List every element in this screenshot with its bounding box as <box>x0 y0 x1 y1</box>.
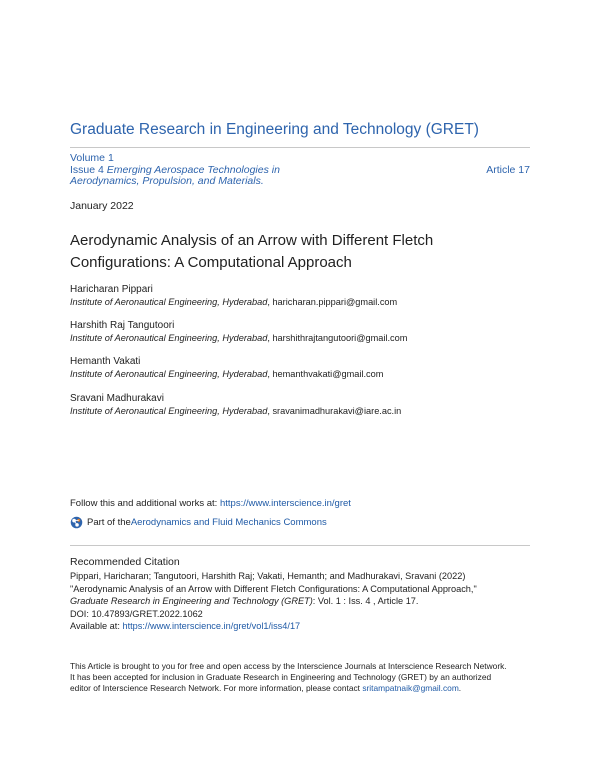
access-notice: This Article is brought to you for free and open access by the Interscience Journals at Interscience Research Network. It has been accepted for inclusion in Graduate Research in Engineering and Technology (GRET) by an authorized editor of Interscience Research Network. For more information, please contact sritampatnaik@gmail.com. <box>70 661 507 694</box>
author-name: Sravani Madhurakavi <box>70 393 164 404</box>
header-divider <box>70 147 530 148</box>
follow-text: Follow this and additional works at: <box>70 498 220 509</box>
author-entry <box>70 355 383 381</box>
author-email[interactable]: harshithrajtangutoori@gmail.com <box>272 333 408 343</box>
commons-link[interactable]: Aerodynamics and Fluid Mechanics Commons <box>130 517 327 528</box>
author-name: Haricharan Pippari <box>70 284 153 295</box>
issue-label[interactable]: Issue 4 Emerging Aerospace Technologies in <box>70 163 280 176</box>
follow-line <box>70 498 351 509</box>
citation-body <box>70 570 540 633</box>
publication-date: January 2022 <box>70 200 134 212</box>
article-number[interactable]: Article 17 <box>486 164 530 176</box>
volume-label[interactable]: Volume 1 <box>70 152 114 164</box>
author-entry <box>70 283 397 309</box>
citation-heading: Recommended Citation <box>70 556 180 568</box>
citation-authors: Pippari, Haricharan; Tangutoori, Harshith Raj; Vakati, Hemanth; and Madhurakavi, Sravani (2022) <box>70 571 466 581</box>
issue-info[interactable] <box>70 153 280 188</box>
author-affiliation: Institute of Aeronautical Engineering, Hyderabad, harshithrajtangutoori@gmail.com <box>70 333 408 343</box>
author-name: Hemanth Vakati <box>70 356 141 367</box>
author-affiliation: Institute of Aeronautical Engineering, Hyderabad, haricharan.pippari@gmail.com <box>70 297 398 307</box>
paper-title-line-2: Configurations: A Computational Approach <box>70 254 352 271</box>
author-email[interactable]: hemanthvakati@gmail.com <box>272 369 384 379</box>
paper-title <box>70 230 510 274</box>
author-affiliation: Institute of Aeronautical Engineering, Hyderabad, hemanthvakati@gmail.com <box>70 369 384 379</box>
author-email[interactable]: haricharan.pippari@gmail.com <box>272 297 398 307</box>
contact-email-link[interactable]: sritampatnaik@gmail.com <box>362 683 459 694</box>
author-affiliation: Institute of Aeronautical Engineering, Hyderabad, sravanimadhurakavi@iare.ac.in <box>70 406 402 416</box>
citation-journal: Graduate Research in Engineering and Technology (GRET): Vol. 1 : Iss. 4 , Article 17. <box>70 596 419 606</box>
author-entry <box>70 392 401 418</box>
issue-title-continued[interactable]: Aerodynamics, Propulsion, and Materials. <box>70 175 264 187</box>
author-name: Harshith Raj Tangutoori <box>70 320 175 331</box>
part-of-line <box>70 516 327 529</box>
part-of-text: Part of the <box>87 517 131 528</box>
citation-divider <box>70 545 530 546</box>
journal-title[interactable]: Graduate Research in Engineering and Technology (GRET) <box>70 121 479 138</box>
citation-available: Available at: https://www.interscience.in/gret/vol1/iss4/17 <box>70 621 301 631</box>
author-email[interactable]: sravanimadhurakavi@iare.ac.in <box>272 406 402 416</box>
paper-title-line-1: Aerodynamic Analysis of an Arrow with Different Fletch <box>70 232 434 249</box>
author-entry <box>70 319 407 345</box>
citation-doi: DOI: 10.47893/GRET.2022.1062 <box>70 608 203 619</box>
citation-title: "Aerodynamic Analysis of an Arrow with Different Fletch Configurations: A Computational Approach," <box>70 583 477 594</box>
network-commons-icon <box>70 516 83 529</box>
access-notice-text: This Article is brought to you for free and open access by the Interscience Journals at Interscience Research Network. It has been accepted for inclusion in Graduate Research in Engineering and Technology (GRET) by an authorized editor of Interscience Research Network. For more information, please contact <box>70 661 507 694</box>
article-url-link[interactable]: https://www.interscience.in/gret/vol1/iss4/17 <box>122 621 301 631</box>
follow-link[interactable]: https://www.interscience.in/gret <box>219 498 351 509</box>
